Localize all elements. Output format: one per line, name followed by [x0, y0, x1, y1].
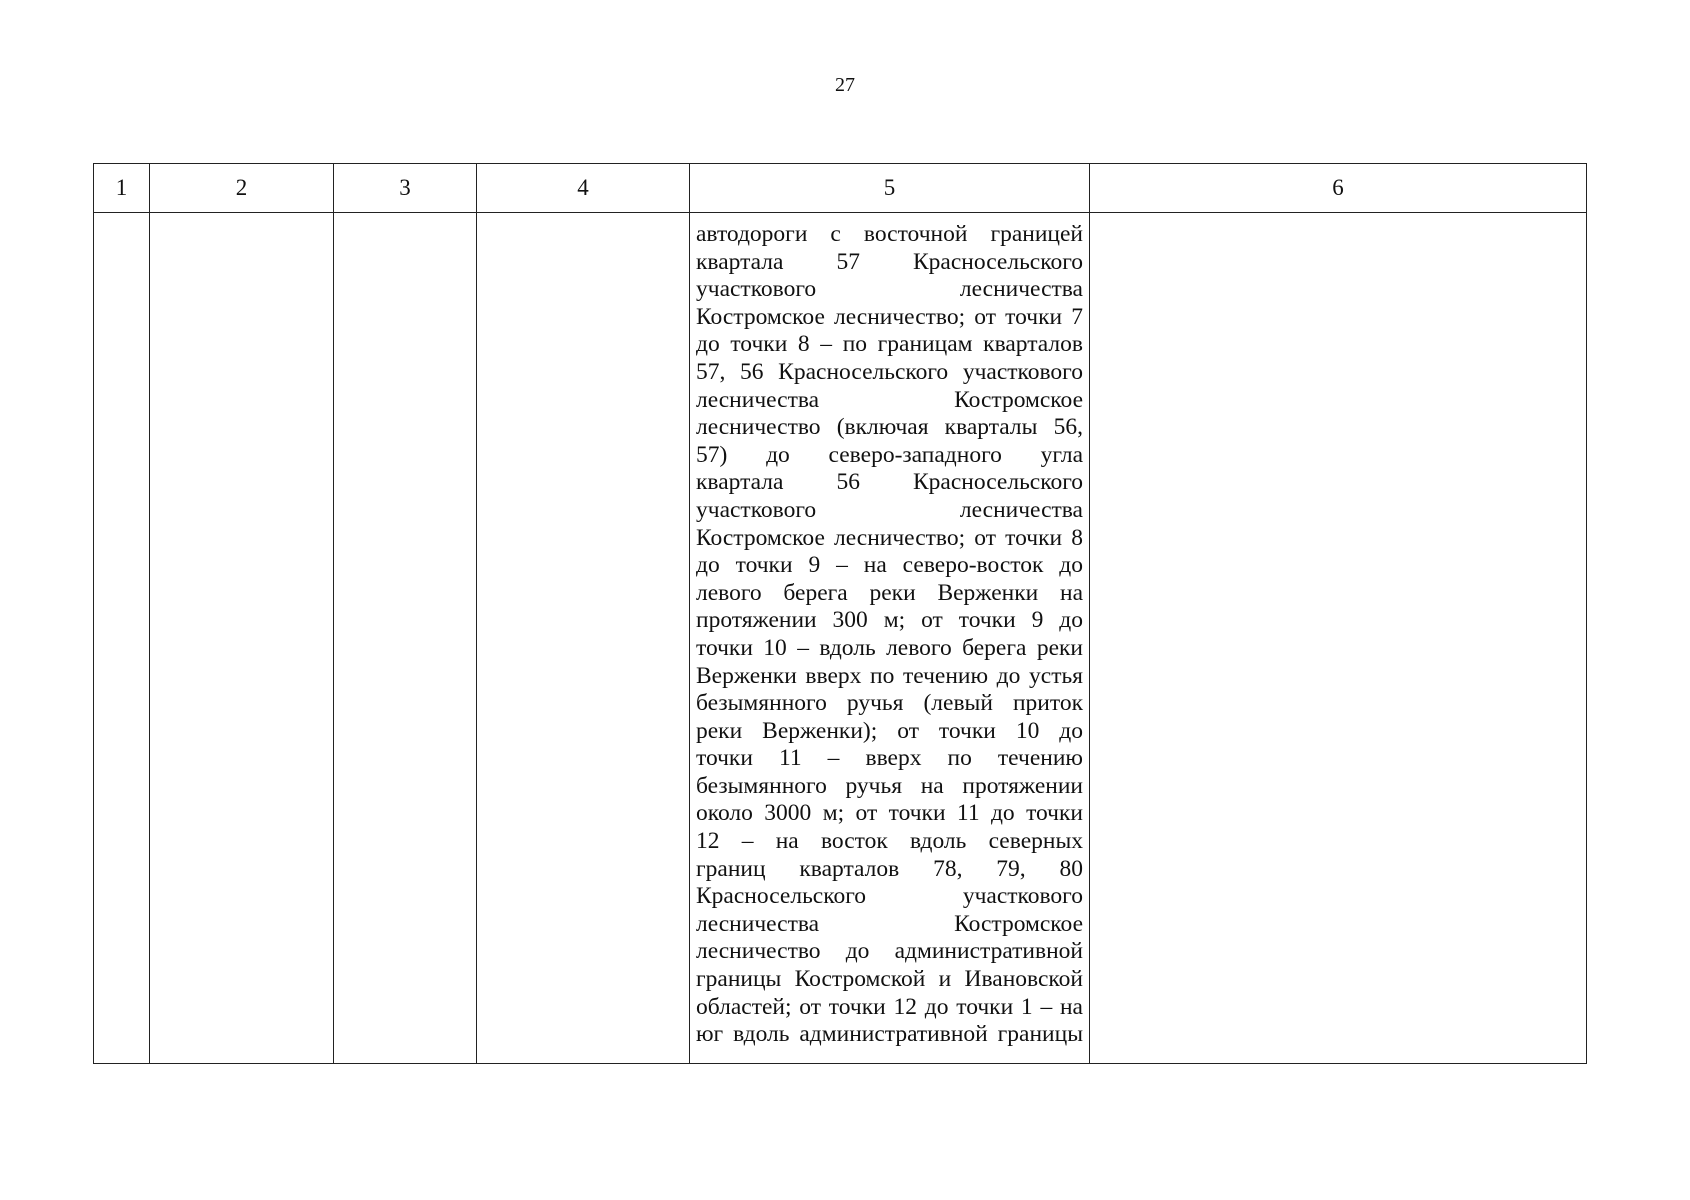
cell-col-2 — [150, 213, 334, 1064]
text-line: лесничество до административной — [696, 938, 1083, 965]
cell-col-3 — [334, 213, 477, 1064]
page-number: 27 — [835, 74, 855, 96]
text-line: до точки 8 – по границам кварталов — [696, 331, 1083, 358]
text-line: участкового лесничества — [696, 496, 1083, 523]
text-line: безымянного ручья на протяжении — [696, 772, 1083, 799]
text-line: границ кварталов 78, 79, 80 — [696, 855, 1083, 882]
text-line: лесничество (включая кварталы 56, — [696, 414, 1083, 441]
text-line: лесничества Костромское — [696, 910, 1083, 937]
text-line: около 3000 м; от точки 11 до точки — [696, 800, 1083, 827]
text-line: квартала 56 Красносельского — [696, 469, 1083, 496]
cell-col-5 — [690, 213, 1090, 1064]
text-line: 12 – на восток вдоль северных — [696, 828, 1083, 855]
text-line: квартала 57 Красносельского — [696, 248, 1083, 275]
text-line: точки 10 – вдоль левого берега реки — [696, 634, 1083, 661]
text-line: лесничества Костромское — [696, 386, 1083, 413]
text-line: Костромское лесничество; от точки 7 — [696, 303, 1083, 330]
text-line: левого берега реки Верженки на — [696, 579, 1083, 606]
text-line: областей; от точки 12 до точки 1 – на — [696, 993, 1083, 1020]
text-line: 57) до северо-западного угла — [696, 441, 1083, 468]
cell-col-6 — [1090, 213, 1587, 1064]
text-line: автодороги с восточной границей — [696, 221, 1083, 247]
table-row — [94, 213, 1587, 1064]
boundary-description-text — [690, 213, 1089, 1049]
text-line: безымянного ручья (левый приток — [696, 690, 1083, 717]
text-line: границы Костромской и Ивановской — [696, 966, 1083, 993]
cell-col-1 — [94, 213, 150, 1064]
text-line: до точки 9 – на северо-восток до — [696, 552, 1083, 579]
column-header-1: 1 — [94, 164, 150, 213]
column-header-2: 2 — [150, 164, 334, 213]
text-line: реки Верженки); от точки 10 до — [696, 717, 1083, 744]
text-line: Верженки вверх по течению до устья — [696, 662, 1083, 689]
text-line: точки 11 – вверх по течению — [696, 745, 1083, 772]
cell-col-4 — [477, 213, 690, 1064]
text-line: Костромское лесничество; от точки 8 — [696, 524, 1083, 551]
text-line: 57, 56 Красносельского участкового — [696, 358, 1083, 385]
text-line: участкового лесничества — [696, 276, 1083, 303]
text-line: Красносельского участкового — [696, 883, 1083, 910]
column-header-3: 3 — [334, 164, 477, 213]
text-line: протяжении 300 м; от точки 9 до — [696, 607, 1083, 634]
text-line: юг вдоль административной границы — [696, 1021, 1083, 1048]
table-header-row — [94, 164, 1587, 213]
column-header-4: 4 — [477, 164, 690, 213]
column-header-6: 6 — [1090, 164, 1587, 213]
boundary-description-table — [93, 163, 1587, 1064]
column-header-5: 5 — [690, 164, 1090, 213]
